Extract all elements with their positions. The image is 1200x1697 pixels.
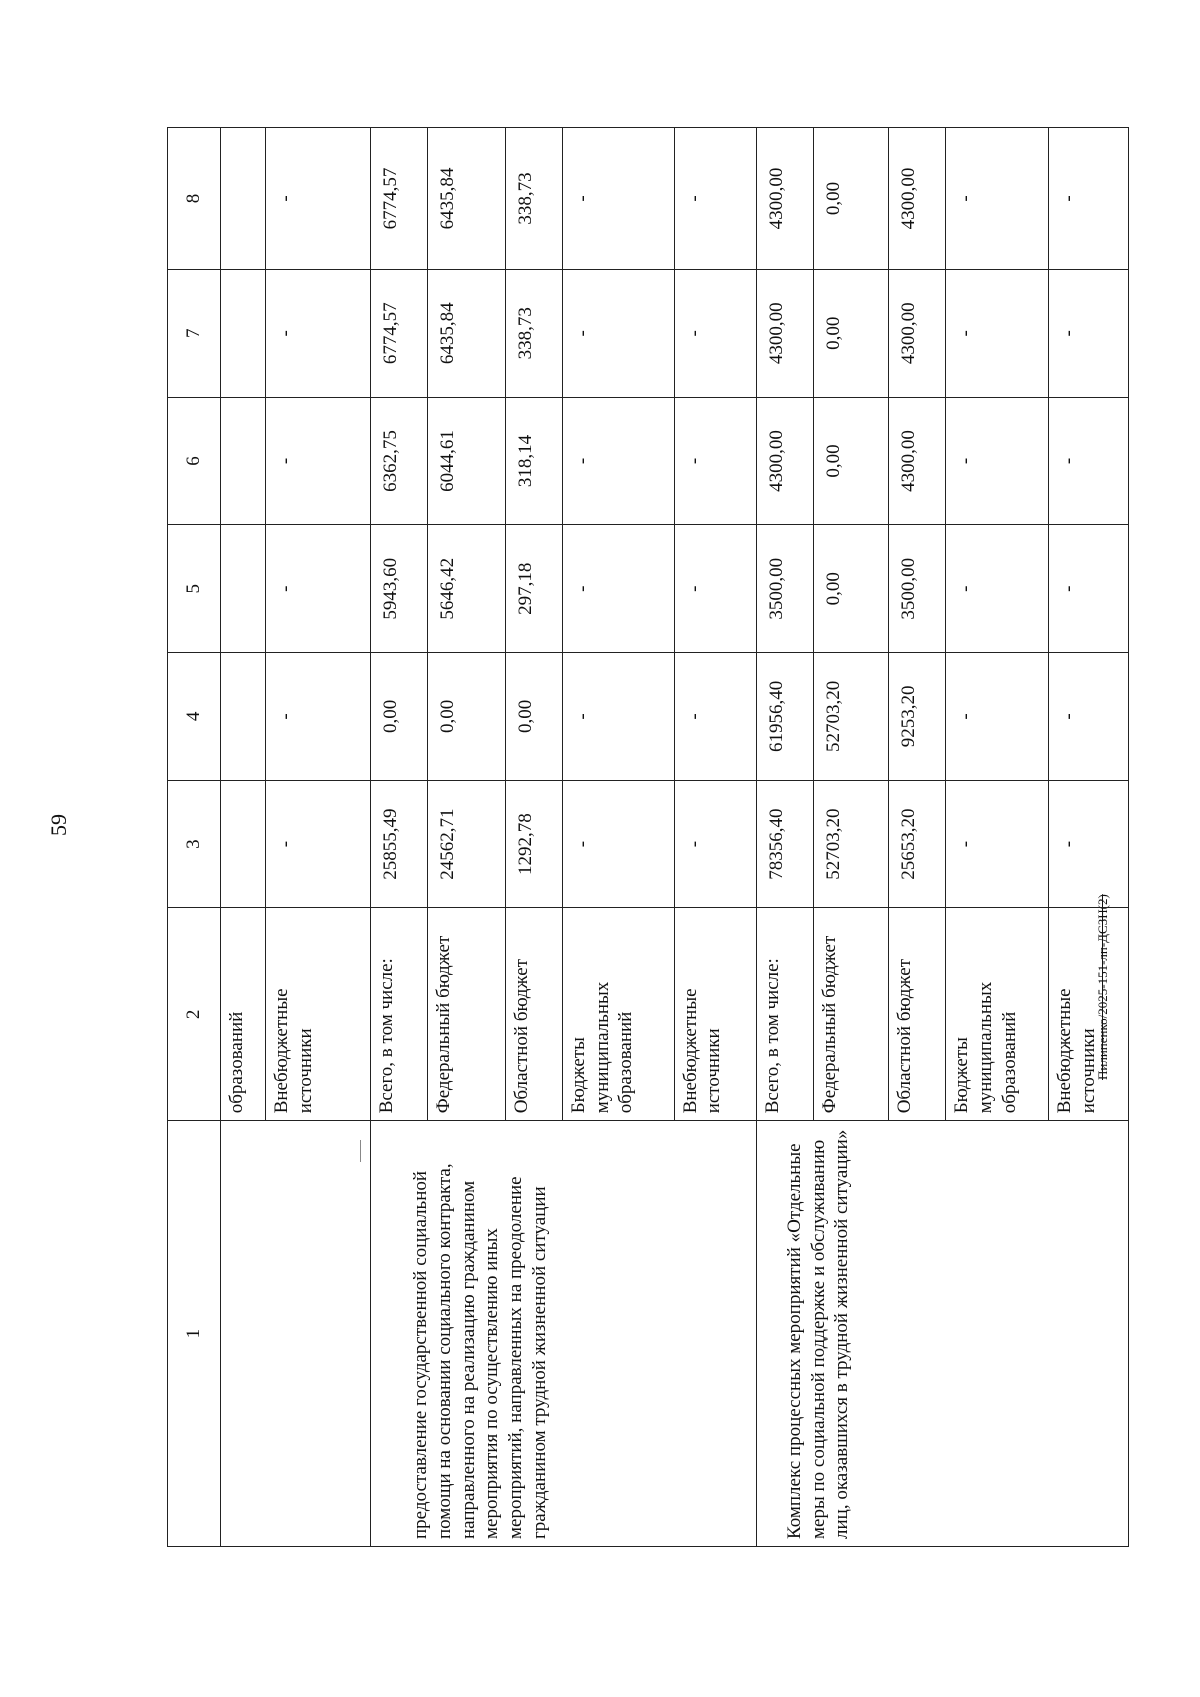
source-cell: Федеральный бюджет: [428, 908, 506, 1121]
value-cell: 6774,57: [371, 128, 428, 270]
source-cell: Внебюджетные источники: [674, 908, 756, 1121]
value-cell: -: [266, 128, 371, 270]
value-cell: -: [1049, 397, 1129, 525]
value-cell: -: [674, 653, 756, 781]
col-header-3: 3: [168, 780, 221, 908]
source-cell: Областной бюджет: [505, 908, 562, 1121]
table-row: [220, 128, 266, 1547]
value-cell: 0,00: [813, 128, 888, 270]
source-cell: Бюджеты муниципальных образований: [946, 908, 1049, 1121]
value-cell: 0,00: [813, 269, 888, 397]
col-header-7: 7: [168, 269, 221, 397]
value-cell: 0,00: [813, 397, 888, 525]
value-cell: -: [1049, 128, 1129, 270]
program-a-cell: предоставление государственной социальной помощи на основании социального контракта, направленного на реализацию гражданином мероприятия по осуществлению иных мероприятий, направленных на преодоление гражданином трудной жизненной ситуации: [371, 1121, 757, 1547]
document-footer-code: Пилипенко/2025-151-лп-ДСЗН(2): [1095, 894, 1110, 1080]
value-cell: 6435,84: [428, 128, 506, 270]
source-cell: Всего, в том числе:: [756, 908, 813, 1121]
value-cell: 0,00: [813, 525, 888, 653]
col-header-6: 6: [168, 397, 221, 525]
value-cell: 6362,75: [371, 397, 428, 525]
value-cell: 61956,40: [756, 653, 813, 781]
value-cell: 52703,20: [813, 653, 888, 781]
value-cell: -: [674, 525, 756, 653]
value-cell: -: [266, 780, 371, 908]
value-cell: 9253,20: [889, 653, 946, 781]
value-cell: 0,00: [505, 653, 562, 781]
value-cell: 25653,20: [889, 780, 946, 908]
program-b-cell: Комплекс процессных мероприятий «Отдельные меры по социальной поддержке и обслуживанию лиц, оказавшихся в трудной жизненной ситуации»: [756, 1121, 1128, 1547]
value-cell: 4300,00: [756, 397, 813, 525]
value-cell: -: [946, 780, 1049, 908]
value-cell: -: [674, 397, 756, 525]
value-cell: 297,18: [505, 525, 562, 653]
value-cell: 1292,78: [505, 780, 562, 908]
table-row: [756, 128, 813, 1547]
value-cell: 338,73: [505, 269, 562, 397]
value-cell: 6774,57: [371, 269, 428, 397]
value-cell: -: [674, 128, 756, 270]
value-cell: 4300,00: [889, 128, 946, 270]
value-cell: 318,14: [505, 397, 562, 525]
source-cell: Всего, в том числе:: [371, 908, 428, 1121]
value-cell: -: [562, 653, 674, 781]
value-cell: -: [562, 525, 674, 653]
source-cell: Внебюджетные источники: [1049, 908, 1129, 1121]
value-cell: -: [674, 269, 756, 397]
header-row: [168, 128, 221, 1547]
table-row: [371, 128, 428, 1547]
value-cell: 0,00: [371, 653, 428, 781]
value-cell: 4300,00: [756, 128, 813, 270]
value-cell: -: [266, 269, 371, 397]
value-cell: -: [1049, 653, 1129, 781]
value-cell: -: [266, 525, 371, 653]
value-cell: 4300,00: [889, 269, 946, 397]
value-cell: -: [946, 128, 1049, 270]
value-cell: 3500,00: [889, 525, 946, 653]
value-cell: -: [1049, 269, 1129, 397]
value-cell: -: [1049, 780, 1129, 908]
value-cell: 6044,61: [428, 397, 506, 525]
value-cell: -: [266, 397, 371, 525]
value-cell: 4300,00: [756, 269, 813, 397]
source-cell: образований: [220, 908, 266, 1121]
value-cell: 24562,71: [428, 780, 506, 908]
value-cell: 5646,42: [428, 525, 506, 653]
page-number: 59: [46, 814, 71, 836]
col-header-5: 5: [168, 525, 221, 653]
col-header-4: 4: [168, 653, 221, 781]
value-cell: -: [562, 269, 674, 397]
value-cell: 52703,20: [813, 780, 888, 908]
value-cell: 338,73: [505, 128, 562, 270]
program-cell-continued: [220, 1121, 371, 1547]
value-cell: -: [1049, 525, 1129, 653]
value-cell: -: [946, 653, 1049, 781]
value-cell: -: [562, 128, 674, 270]
value-cell: 0,00: [428, 653, 506, 781]
budget-table-container: [167, 127, 1129, 1547]
value-cell: 6435,84: [428, 269, 506, 397]
value-cell: 3500,00: [756, 525, 813, 653]
value-cell: 25855,49: [371, 780, 428, 908]
col-header-1: 1: [168, 1121, 221, 1547]
source-cell: Областной бюджет: [889, 908, 946, 1121]
budget-table: [167, 127, 1129, 1547]
value-cell: 4300,00: [889, 397, 946, 525]
col-header-2: 2: [168, 908, 221, 1121]
source-cell: Внебюджетные источники: [266, 908, 371, 1121]
value-cell: -: [946, 525, 1049, 653]
value-cell: 5943,60: [371, 525, 428, 653]
value-cell: -: [266, 653, 371, 781]
value-cell: -: [946, 397, 1049, 525]
col-header-8: 8: [168, 128, 221, 270]
value-cell: -: [674, 780, 756, 908]
value-cell: -: [946, 269, 1049, 397]
value-cell: 78356,40: [756, 780, 813, 908]
value-cell: -: [562, 397, 674, 525]
value-cell: -: [562, 780, 674, 908]
source-cell: Бюджеты муниципальных образований: [562, 908, 674, 1121]
source-cell: Федеральный бюджет: [813, 908, 888, 1121]
